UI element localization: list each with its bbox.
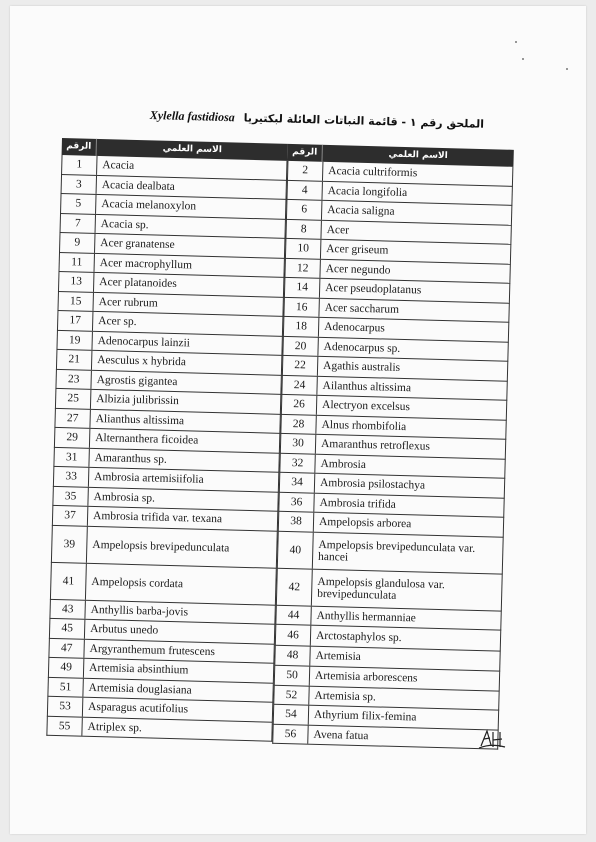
row-scientific-name: Acacia saligna: [327, 204, 395, 218]
row-scientific-name: Artemisia arborescens: [314, 670, 418, 685]
row-number: 6: [287, 200, 322, 219]
row-scientific-name: Acer rubrum: [98, 295, 158, 310]
row-scientific-name: Ampelopsis glandulosa var. brevipedunculata: [317, 575, 446, 602]
row-number: 2: [288, 161, 323, 180]
row-number: 26: [282, 395, 317, 414]
row-number: 18: [284, 317, 319, 336]
row-scientific-name: Aesculus x hybrida: [97, 354, 187, 369]
table-row: [51, 525, 278, 568]
row-scientific-name: Alianthus altissima: [95, 412, 185, 428]
row-scientific-name: Artemisia sp.: [314, 689, 376, 704]
row-number: 17: [58, 311, 93, 330]
row-number: 22: [283, 356, 318, 375]
row-number: 41: [51, 562, 87, 599]
row-scientific-name: Artemisia douglasiana: [88, 681, 192, 697]
row-number: 13: [59, 272, 94, 291]
row-scientific-name: Ailanthus altissima: [322, 379, 412, 394]
row-number: 12: [285, 258, 320, 277]
scan-speck: [566, 68, 568, 70]
scan-speck: [522, 58, 524, 60]
heading-latin: Xylella fastidiosa: [149, 108, 235, 125]
row-scientific-name: Ampelopsis cordata: [91, 575, 184, 590]
row-number: 23: [56, 369, 91, 388]
row-number: 11: [60, 252, 95, 271]
row-scientific-name: Ambrosia: [320, 457, 367, 471]
row-number: 45: [50, 619, 85, 638]
row-number: 5: [61, 194, 96, 213]
row-number: 37: [53, 506, 88, 525]
row-scientific-name: Alnus rhombifolia: [321, 418, 407, 433]
table-row: [276, 568, 503, 611]
row-number: 47: [49, 638, 84, 657]
row-number: 16: [284, 297, 319, 316]
row-scientific-name: Ampelopsis arborea: [318, 516, 412, 531]
row-scientific-name: Avena fatua: [313, 728, 369, 742]
table-column-right: [272, 144, 514, 750]
row-number: 52: [274, 685, 309, 704]
row-scientific-name: Ambrosia trifida var. texana: [92, 510, 223, 526]
row-number: 24: [282, 375, 317, 394]
row-scientific-name: Acer saccharum: [324, 301, 400, 316]
row-number: 34: [280, 473, 315, 492]
row-scientific-name: Acer granatense: [100, 237, 175, 252]
row-scientific-name: Acacia sp.: [100, 217, 149, 232]
row-number: 36: [279, 492, 314, 511]
table-body-left: [46, 155, 287, 742]
row-number: 39: [52, 525, 88, 562]
row-number: 28: [281, 414, 316, 433]
row-number: 46: [276, 625, 311, 645]
row-scientific-name: Agathis australis: [322, 360, 401, 375]
row-scientific-name: Acer macrophyllum: [99, 256, 193, 272]
row-scientific-name: Acer sp.: [98, 315, 137, 329]
row-number: 35: [53, 486, 88, 505]
row-scientific-name: Acacia: [102, 159, 135, 173]
row-scientific-name: Acer platanoides: [99, 276, 177, 291]
row-number: 1: [62, 155, 97, 174]
row-scientific-name: Ampelopsis brevipedunculata var. hancei: [317, 538, 476, 564]
row-number: 4: [287, 180, 322, 199]
row-number: 48: [275, 645, 310, 665]
row-scientific-name: Acer: [326, 223, 350, 237]
scan-speck: [515, 41, 517, 43]
row-number: 29: [55, 428, 90, 447]
row-scientific-name: Ambrosia artemisiifolia: [93, 471, 204, 487]
row-scientific-name: Adenocarpus: [323, 321, 385, 335]
row-scientific-name: Artemisia: [315, 650, 362, 664]
header-number: الرقم: [62, 138, 97, 156]
row-scientific-name: Acacia dealbata: [101, 178, 176, 193]
row-scientific-name: Acacia melanoxylon: [101, 198, 197, 213]
header-name: الاسم العلمي: [162, 143, 222, 156]
handwritten-signature: [478, 728, 506, 755]
row-number: 31: [54, 447, 89, 466]
row-scientific-name: Acer pseudoplatanus: [325, 282, 422, 297]
row-scientific-name: Amaranthus retroflexus: [320, 438, 431, 453]
row-number: 9: [60, 233, 95, 252]
row-number: 44: [276, 605, 311, 624]
table-row: [50, 562, 277, 605]
table-row: [277, 531, 504, 574]
row-scientific-name: Acer negundo: [325, 262, 391, 277]
row-number: 51: [48, 677, 83, 696]
row-scientific-name: Asparagus acutifolius: [87, 701, 189, 716]
row-number: 15: [58, 291, 93, 310]
row-number: 8: [286, 219, 321, 238]
row-scientific-name: Atriplex sp.: [87, 720, 143, 735]
row-scientific-name: Ambrosia psilostachya: [319, 477, 426, 492]
row-number: 55: [47, 716, 82, 735]
row-scientific-name: Arbutus unedo: [89, 623, 159, 637]
row-number: 54: [274, 705, 309, 724]
row-number: 21: [57, 350, 92, 369]
row-number: 27: [55, 408, 90, 427]
row-scientific-name: Acer griseum: [326, 243, 389, 257]
row-scientific-name: Ambrosia trifida: [319, 496, 397, 511]
row-number: 19: [57, 330, 92, 349]
row-number: 32: [280, 453, 315, 472]
row-number: 38: [279, 512, 314, 531]
row-scientific-name: Anthyllis hermanniae: [316, 609, 417, 625]
row-number: 56: [273, 724, 308, 743]
row-scientific-name: Athyrium filix-femina: [313, 709, 417, 724]
row-number: 53: [48, 697, 83, 716]
row-scientific-name: Agrostis gigantea: [96, 373, 178, 388]
row-number: 20: [283, 336, 318, 355]
row-scientific-name: Alternanthera ficoidea: [94, 432, 199, 447]
row-number: 25: [56, 389, 91, 408]
row-number: 10: [286, 239, 321, 258]
row-number: 3: [62, 175, 97, 194]
row-scientific-name: Albizia julibrissin: [96, 393, 180, 408]
row-number: 40: [278, 531, 314, 568]
header-number: الرقم: [287, 144, 322, 162]
row-number: 49: [49, 658, 84, 677]
row-scientific-name: Ampelopsis brevipedunculata: [92, 538, 230, 555]
row-number: 50: [275, 666, 310, 685]
row-scientific-name: Artemisia absinthium: [88, 662, 189, 677]
row-scientific-name: Ambrosia sp.: [93, 490, 156, 505]
row-scientific-name: Arctostaphylos sp.: [315, 629, 402, 644]
row-scientific-name: Amaranthus sp.: [94, 451, 167, 466]
row-scientific-name: Anthyllis barba-jovis: [90, 603, 189, 619]
heading-arabic: الملحق رقم ١ - قائمة النباتات العائلة لبكتيريا: [243, 111, 485, 131]
row-number: 7: [61, 214, 96, 233]
header-name: الاسم العلمي: [388, 149, 448, 162]
row-number: 43: [50, 599, 85, 618]
table-body-right: [272, 161, 513, 750]
row-number: 30: [281, 434, 316, 453]
row-scientific-name: Adenocarpus lainzii: [97, 334, 191, 350]
row-scientific-name: Acacia cultriformis: [328, 165, 418, 180]
row-scientific-name: Acacia longifolia: [327, 184, 408, 199]
row-scientific-name: Adenocarpus sp.: [323, 340, 401, 355]
row-scientific-name: Alectryon excelsus: [321, 399, 411, 414]
row-scientific-name: Argyranthemum frutescens: [89, 642, 216, 658]
table-column-left: [46, 138, 288, 742]
row-number: 14: [285, 278, 320, 297]
row-number: 42: [277, 568, 313, 605]
row-number: 33: [54, 467, 89, 486]
